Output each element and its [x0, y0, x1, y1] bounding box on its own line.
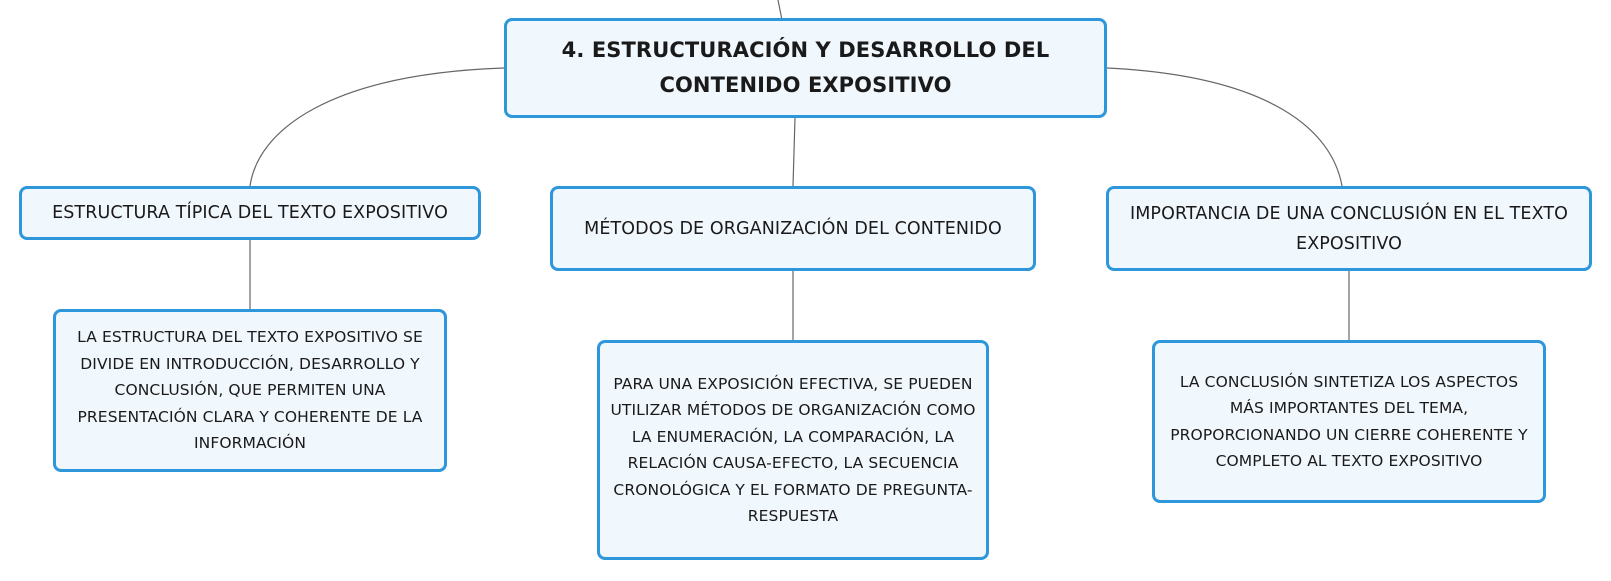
branch-node-estructura-tipica[interactable] — [19, 186, 481, 240]
branch-label: MÉTODOS DE ORGANIZACIÓN DEL CONTENIDO — [584, 218, 1002, 239]
detail-label: PARA UNA EXPOSICIÓN EFECTIVA, SE PUEDEN UTILIZAR MÉTODOS DE ORGANIZACIÓN COMO LA ENUMERACIÓN, LA COMPARACIÓN, LA RELACIÓN CAUSA-EFECTO, LA SECUENCIA CRONOLÓGICA Y EL FORMATO DE PREGUNTA-RESPUESTA — [610, 374, 976, 525]
detail-node-estructura-tipica[interactable] — [53, 309, 447, 472]
connector-root-to-branch-3 — [1107, 68, 1342, 186]
connector-incoming — [778, 0, 782, 20]
branch-node-metodos-organizacion[interactable] — [550, 186, 1036, 271]
detail-node-importancia-conclusion[interactable] — [1152, 340, 1546, 503]
connector-root-to-branch-2 — [793, 118, 795, 186]
branch-node-importancia-conclusion[interactable] — [1106, 186, 1592, 271]
central-topic-node[interactable] — [504, 18, 1107, 118]
detail-label: LA CONCLUSIÓN SINTETIZA LOS ASPECTOS MÁS IMPORTANTES DEL TEMA, PROPORCIONANDO UN CIERRE COHERENTE Y COMPLETO AL TEXTO EXPOSITIVO — [1170, 372, 1528, 470]
detail-node-metodos-organizacion[interactable] — [597, 340, 989, 560]
connector-root-to-branch-1 — [250, 68, 504, 186]
detail-label: LA ESTRUCTURA DEL TEXTO EXPOSITIVO SE DIVIDE EN INTRODUCCIÓN, DESARROLLO Y CONCLUSIÓN, QUE PERMITEN UNA PRESENTACIÓN CLARA Y COHERENTE DE LA INFORMACIÓN — [77, 328, 423, 453]
branch-label: ESTRUCTURA TÍPICA DEL TEXTO EXPOSITIVO — [52, 203, 448, 223]
branch-label: IMPORTANCIA DE UNA CONCLUSIÓN EN EL TEXTO EXPOSITIVO — [1129, 203, 1569, 254]
central-topic-label: 4. ESTRUCTURACIÓN Y DESARROLLO DEL CONTENIDO EXPOSITIVO — [561, 38, 1050, 97]
